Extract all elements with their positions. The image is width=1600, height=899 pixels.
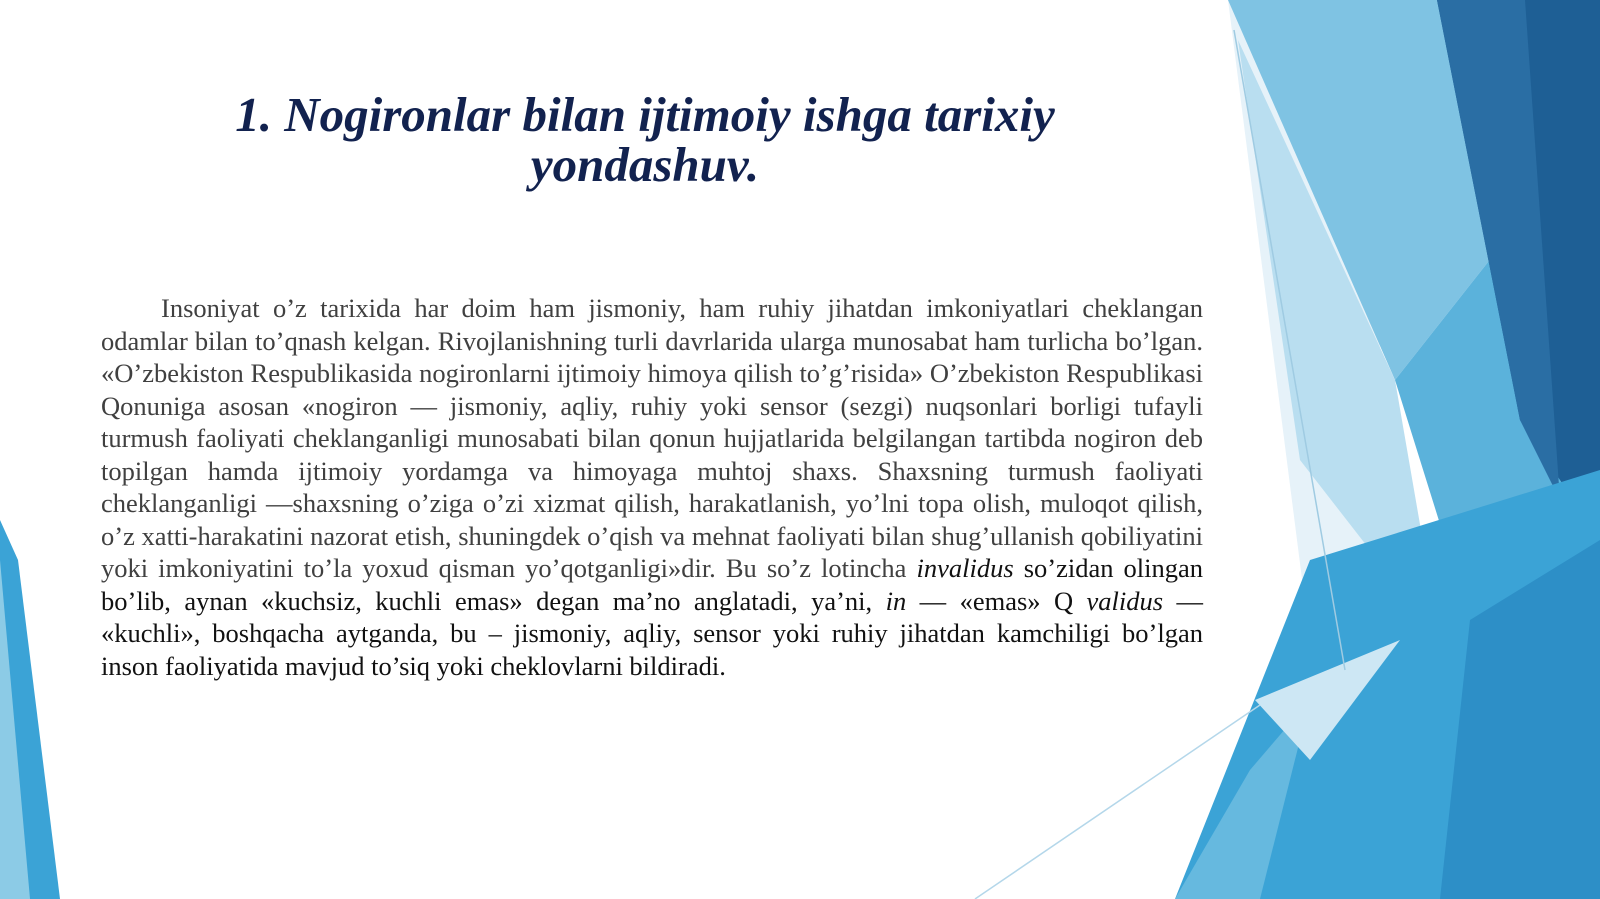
- body-text-part4: — «kuchli», boshqacha aytganda, bu – jismoniy, aqliy, sensor yoki ruhiy jihatdan kamchiligi bo’lgan inson faoliyatida mavjud to’siq yoki cheklovlarni bildiradi.: [101, 585, 1204, 681]
- body-term-in: in: [885, 585, 907, 616]
- body-text-part1: Insoniyat o’z tarixida har doim ham jismoniy, ham ruhiy jihatdan imkoniyatlari cheklangan odamlar bilan to’qnash kelgan. Rivojlanishning turli davrlarida ularga munosabat ham turlicha bo’lgan. «O’zbekiston Respublikasida nogironlarni ijtimoiy himoya qilish to’g’risida» O’zbekiston Respublikasi Qonuniga asosan «nogiron — jismoniy, aqliy, ruhiy yoki sensor (sezgi) nuqsonlari borligi tufayli turmush faoliyati cheklanganligi munosabati bilan qonun hujjatlarida belgilangan tartibda nogiron deb topilgan hamda ijtimoiy yordamga va himoyaga muhtoj shaxs. Shaxsning turmush faoliyati cheklanganligi —shaxsning o’ziga o’zi xizmat qilish, harakatlanish, yo’lni topa olish, muloqot qilish, o’z xatti-harakatini nazorat etish, shuningdek o’qish va mehnat faoliyati bilan shug’ullanish qobiliyatini yoki imkoniyatini to’la yoxud qisman yo’qotganligi»dir. Bu so’z lotincha: [101, 293, 1203, 583]
- body-term-invalidus: invalidus: [916, 553, 1014, 583]
- slide-title-line2: yondashuv.: [530, 137, 760, 192]
- body-paragraph: [101, 292, 1203, 682]
- body-text-part3: — «emas» Q: [906, 585, 1087, 616]
- slide-title: [140, 87, 1150, 192]
- slide-title-line1: 1. Nogironlar bilan ijtimoiy ishga tarixiy: [235, 87, 1055, 142]
- body-term-validus: validus: [1086, 585, 1164, 616]
- body-text-part2: so’zidan olingan bo’lib, aynan «kuchsiz, kuchli emas» degan ma’no anglatadi, ya’ni,: [101, 553, 1204, 616]
